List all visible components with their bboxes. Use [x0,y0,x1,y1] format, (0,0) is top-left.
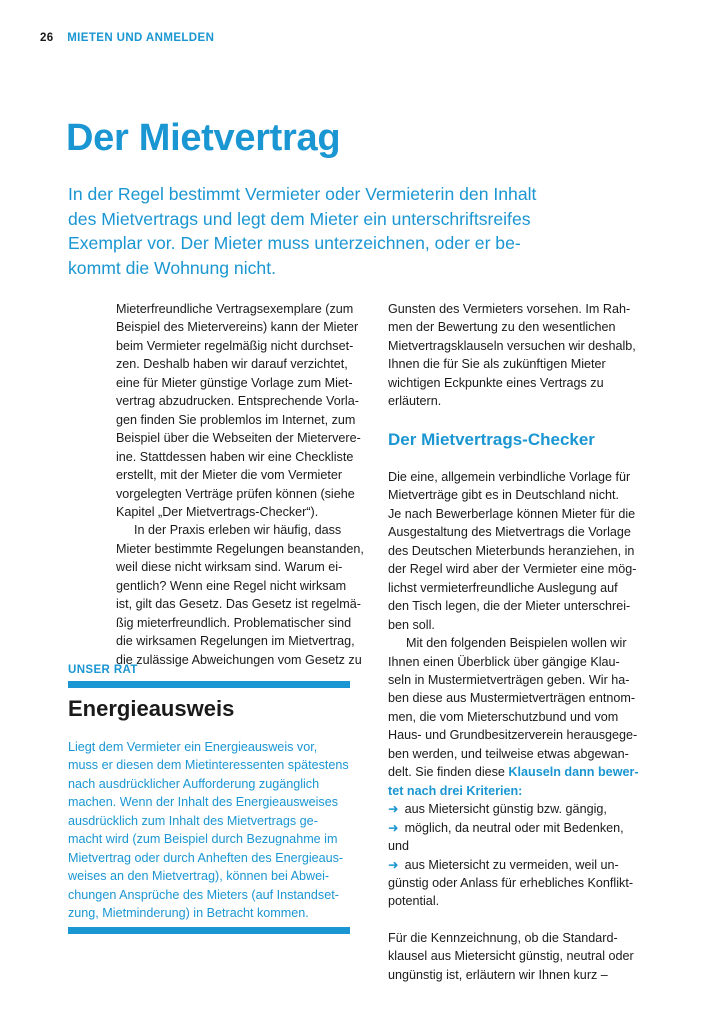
arrow-right-icon: ➜ [388,820,399,835]
body-line: In der Praxis erleben wir häufig, dass [134,523,342,538]
tip-line: nach ausdrücklicher Aufforderung zugänglich [68,776,320,791]
body-line: Beispiel über die Webseiten der Mietervere- [116,431,361,446]
intro-line: In der Regel bestimmt Vermieter oder Vermieterin den Inhalt [68,184,537,204]
body-line: günstig oder Anlass für erhebliches Konflikt- [388,875,634,890]
criteria-highlight: Klauseln dann bewer- [508,765,639,780]
body-line: Mietvertragsklauseln versuchen wir deshalb, [388,338,636,353]
body-line: gen finden Sie problemlos im Internet, zum [116,412,356,427]
body-line: ist, gilt das Gesetz. Das Gesetz ist regelmä- [116,597,361,612]
body-line: eine für Mieter günstige Vorlage zum Miet- [116,375,353,390]
body-line: gentlich? Wenn eine Regel nicht wirksam [116,578,347,593]
body-line: ben werden, und teilweise etwas abgewan- [388,746,629,761]
body-line: Mit den folgenden Beispielen wollen wir [406,636,627,651]
body-line: seln in Mustermietverträgen geben. Wir ha- [388,672,630,687]
body-line: erstellt, mit der Mieter die vom Vermieter [116,468,343,483]
body-line: potential. [388,894,440,909]
criteria-connector: und [388,839,410,854]
criteria-item [388,856,648,874]
criteria-text: aus Mietersicht zu vermeiden, weil un- [404,857,619,872]
tip-line: machen. Wenn der Inhalt des Energieausweises [68,795,338,810]
section-subheading: Der Mietvertrags-Checker [388,430,595,449]
body-line: Ihnen einen Überblick über gängige Klau- [388,654,620,669]
criteria-item [388,800,648,818]
body-line: Die eine, allgemein verbindliche Vorlage für [388,470,631,484]
tip-box-text [68,738,358,923]
criteria-item [388,819,648,837]
tip-line: Liegt dem Vermieter ein Energieausweis vor, [68,740,318,754]
tip-line: zung, Mietminderung) in Betracht kommen. [68,906,309,921]
body-line: ßig mieterfreundlich. Problematischer sind [116,615,352,630]
body-line: Je nach Bewerberlage können Mieter für die [388,506,636,521]
tip-heading: Energieausweis [68,696,235,721]
page-header [40,32,214,44]
body-line [388,763,648,781]
intro-line: kommt die Wohnung nicht. [68,257,276,278]
body-line: die zulässige Abweichungen vom Gesetz zu [116,652,362,667]
right-column-top [388,300,648,411]
body-line: vorgelegten Verträge prüfen können (siehe [116,486,355,501]
tip-line: muss er diesen dem Mietinteressenten spätestens [68,758,349,773]
body-line: Gunsten des Vermieters vorsehen. Im Rah- [388,302,631,316]
tip-divider-bottom [68,927,350,934]
page-title: Der Mietvertrag [66,117,341,159]
body-line: Ausgestaltung des Mietvertrags die Vorlage [388,525,631,540]
body-line: den Tisch legen, die der Mieter unterschrei- [388,599,631,614]
body-line: erläutern. [388,394,442,409]
intro-line: des Mietvertrags und legt dem Mieter ein unterschriftsreifes [68,208,531,229]
tip-line: weises an den Mietvertrag), können bei Abwei- [68,869,330,884]
body-line: men, die vom Mieterschutzbund und vom [388,709,619,724]
body-line: Mieter bestimmte Regelungen beanstanden, [116,541,364,556]
body-line: des Deutschen Mieterbunds heranziehen, in [388,543,635,558]
tip-line: chungen Ansprüche des Mieters (auf Instandset- [68,887,339,902]
body-line: weil diese nicht wirksam sind. Warum ei- [116,560,343,575]
intro-line: Exemplar vor. Der Mieter muss unterzeichnen, oder er be- [68,233,521,253]
body-line: klausel aus Mietersicht günstig, neutral oder [388,949,634,964]
arrow-right-icon: ➜ [388,802,399,817]
tip-label: UNSER RAT [68,664,138,676]
body-line: ben soll. [388,617,435,632]
body-line: Für die Kennzeichnung, ob die Standard- [388,930,618,945]
tip-line: ausdrücklich zum Inhalt des Mietvertrags ge- [68,813,318,828]
body-line: men der Bewertung zu den wesentlichen [388,320,616,335]
body-line: ben diese aus Mustermietverträgen entnom- [388,691,636,706]
arrow-right-icon: ➜ [388,857,399,872]
body-line: die wirksamen Regelungen im Mietvertrag, [116,634,355,649]
criteria-highlight: tet nach drei Kriterien: [388,783,523,798]
body-line: Mieterfreundliche Vertragsexemplare (zum [116,302,354,316]
tip-line: Mietvertrag oder durch Anheften des Energieaus- [68,850,344,865]
body-line: zen. Deshalb haben wir darauf verzichtet, [116,357,348,372]
body-line: Ihnen die für Sie als zukünftigen Mieter [388,357,606,372]
tip-divider-top [68,681,350,688]
body-line: beim Vermieter regelmäßig nicht durchset- [116,338,354,353]
body-line: der Regel wird aber der Vermieter eine mög- [388,562,637,577]
section-title: MIETEN UND ANMELDEN [67,32,215,44]
body-line: ine. Stattdessen haben wir eine Checkliste [116,449,354,464]
body-line: lichst vermieterfreundliche Auslegung auf [388,580,618,595]
body-line: Beispiel des Mietervereins) kann der Mieter [116,320,359,335]
criteria-text: aus Mietersicht günstig bzw. gängig, [404,802,607,817]
body-line: Mietverträge gibt es in Deutschland nicht. [388,488,620,503]
body-line: ungünstig ist, erläutern wir Ihnen kurz – [388,967,608,982]
left-column [116,300,366,669]
body-line: vertrag abzudrucken. Entsprechende Vorla- [116,394,359,409]
intro-paragraph [68,182,568,280]
paragraph-gap [388,911,648,929]
body-line: Kapitel „Der Mietvertrags-Checker“). [116,504,319,519]
body-line: Haus- und Grundbesitzerverein herausgege- [388,728,638,743]
tip-line: macht wird (zum Beispiel durch Bezugnahme im [68,832,338,847]
criteria-intro-text: delt. Sie finden diese [388,765,509,780]
page-number: 26 [40,32,54,44]
body-line: wichtigen Eckpunkte eines Vertrags zu [388,375,604,390]
criteria-text: möglich, da neutral oder mit Bedenken, [404,820,624,835]
right-column-main [388,468,648,984]
